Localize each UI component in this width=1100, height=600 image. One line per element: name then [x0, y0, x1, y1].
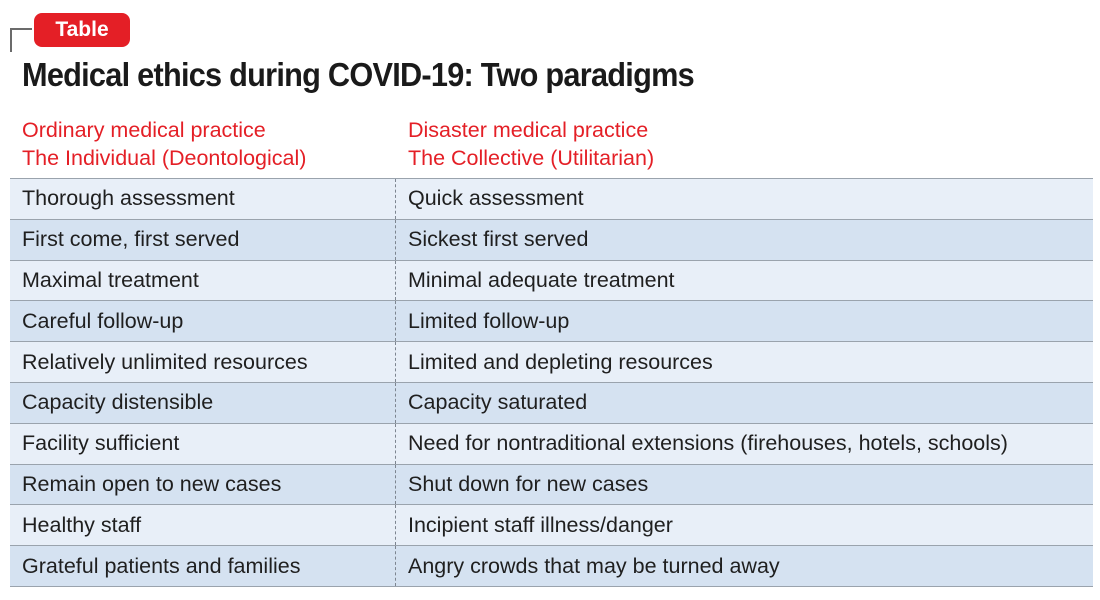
table-cell-disaster: Incipient staff illness/danger — [408, 512, 673, 537]
table-cell-ordinary: Facility sufficient — [10, 424, 396, 464]
table-cell-disaster: Need for nontraditional extensions (firehouses, hotels, schools) — [408, 431, 1008, 456]
table-cell-ordinary: Grateful patients and families — [10, 546, 396, 586]
table-row — [10, 424, 1093, 465]
table-cell-ordinary: First come, first served — [10, 220, 396, 260]
table-cell-ordinary: Careful follow-up — [10, 301, 396, 341]
table-cell-ordinary: Maximal treatment — [10, 261, 396, 301]
column-header-disaster-line1: Disaster medical practice — [408, 118, 649, 142]
table-cell-disaster: Sickest first served — [408, 227, 589, 252]
table-cell-disaster: Capacity saturated — [408, 390, 588, 415]
corner-bracket — [10, 28, 32, 52]
table-row — [10, 220, 1093, 261]
table-cell-ordinary: Healthy staff — [10, 505, 396, 545]
table-cell-disaster: Angry crowds that may be turned away — [408, 553, 780, 578]
page-title: Medical ethics during COVID-19: Two paradigms — [22, 56, 694, 93]
column-header-ordinary-line2: The Individual (Deontological) — [22, 146, 307, 170]
table-cell-disaster: Minimal adequate treatment — [408, 267, 675, 292]
table-cell-ordinary: Thorough assessment — [10, 179, 396, 219]
column-header-ordinary — [22, 116, 306, 172]
table-row — [10, 342, 1093, 383]
table-row — [10, 465, 1093, 506]
table-row — [10, 505, 1093, 546]
table-cell-ordinary: Relatively unlimited resources — [10, 342, 396, 382]
column-header-disaster-line2: The Collective (Utilitarian) — [408, 146, 655, 170]
table-row — [10, 179, 1093, 220]
table-tag: Table — [34, 13, 130, 47]
table-cell-disaster: Quick assessment — [408, 186, 584, 211]
table-row — [10, 301, 1093, 342]
table-row — [10, 383, 1093, 424]
column-header-ordinary-line1: Ordinary medical practice — [22, 118, 266, 142]
table-cell-disaster: Limited follow-up — [408, 308, 570, 333]
table-row — [10, 546, 1093, 587]
comparison-table — [10, 178, 1093, 587]
table-cell-ordinary: Remain open to new cases — [10, 465, 396, 505]
table-cell-disaster: Limited and depleting resources — [408, 349, 713, 374]
column-header-disaster — [408, 116, 654, 172]
table-row — [10, 261, 1093, 302]
table-cell-ordinary: Capacity distensible — [10, 383, 396, 423]
table-cell-disaster: Shut down for new cases — [408, 471, 649, 496]
